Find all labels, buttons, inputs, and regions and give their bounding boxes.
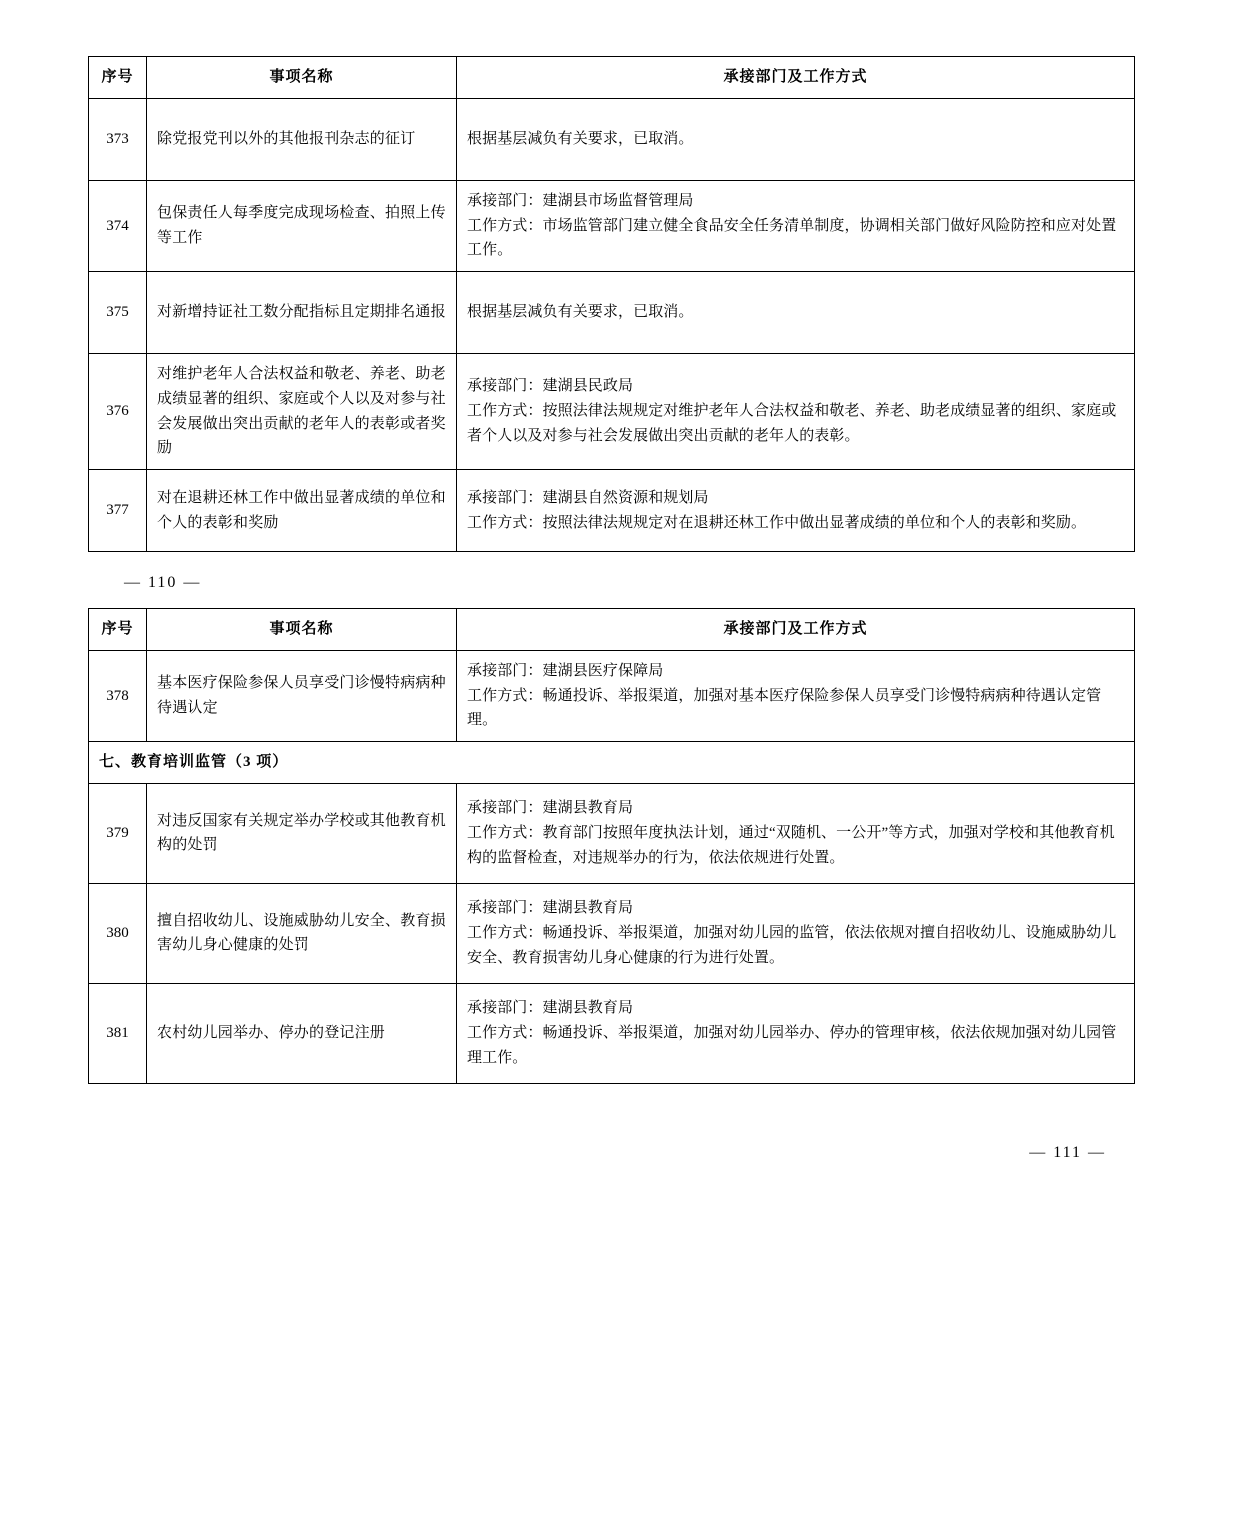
table-row <box>89 650 1135 741</box>
column-header-name: 事项名称 <box>147 609 457 651</box>
table-header-row <box>89 57 1135 99</box>
table-two-header <box>89 609 1135 651</box>
table-row <box>89 98 1135 180</box>
dept-line: 承接部门：建湖县教育局 <box>467 900 634 917</box>
cell-name: 包保责任人每季度完成现场检查、拍照上传等工作 <box>147 180 457 271</box>
dept-line: 根据基层减负有关要求，已取消。 <box>467 130 694 147</box>
dept-line: 工作方式：畅通投诉、举报渠道，加强对基本医疗保险参保人员享受门诊慢特病病种待遇认定管理。 <box>467 687 1102 729</box>
table-one-body <box>89 98 1135 551</box>
cell-name: 对违反国家有关规定举办学校或其他教育机构的处罚 <box>147 783 457 883</box>
dept-line: 工作方式：教育部门按照年度执法计划，通过“双随机、一公开”等方式，加强对学校和其他教育机构的监督检查，对违规举办的行为，依法依规进行处置。 <box>467 824 1115 866</box>
items-table-one <box>88 56 1135 552</box>
cell-seq: 381 <box>89 983 147 1083</box>
dept-line: 承接部门：建湖县市场监督管理局 <box>467 192 694 209</box>
cell-name: 农村幼儿园举办、停办的登记注册 <box>147 983 457 1083</box>
cell-seq: 376 <box>89 354 147 470</box>
dept-line: 承接部门：建湖县自然资源和规划局 <box>467 489 709 506</box>
table-two-body <box>89 650 1135 1083</box>
table-row <box>89 272 1135 354</box>
column-header-seq: 序号 <box>89 609 147 651</box>
cell-seq: 380 <box>89 883 147 983</box>
cell-dept <box>457 180 1135 271</box>
cell-name: 对维护老年人合法权益和敬老、养老、助老成绩显著的组织、家庭或个人以及对参与社会发展做出突出贡献的老年人的表彰或者奖励 <box>147 354 457 470</box>
cell-dept <box>457 354 1135 470</box>
table-row <box>89 470 1135 552</box>
table-row <box>89 783 1135 883</box>
cell-seq: 379 <box>89 783 147 883</box>
column-header-dept: 承接部门及工作方式 <box>457 57 1135 99</box>
cell-seq: 373 <box>89 98 147 180</box>
cell-name: 基本医疗保险参保人员享受门诊慢特病病种待遇认定 <box>147 650 457 741</box>
cell-dept <box>457 783 1135 883</box>
cell-name: 除党报党刊以外的其他报刊杂志的征订 <box>147 98 457 180</box>
section-heading-row <box>89 742 1135 784</box>
table-row <box>89 883 1135 983</box>
cell-name: 擅自招收幼儿、设施威胁幼儿安全、教育损害幼儿身心健康的处罚 <box>147 883 457 983</box>
cell-dept <box>457 98 1135 180</box>
table-row <box>89 983 1135 1083</box>
cell-dept <box>457 650 1135 741</box>
cell-seq: 378 <box>89 650 147 741</box>
cell-name: 对在退耕还林工作中做出显著成绩的单位和个人的表彰和奖励 <box>147 470 457 552</box>
dept-line: 承接部门：建湖县民政局 <box>467 378 634 395</box>
dept-line: 承接部门：建湖县教育局 <box>467 800 634 817</box>
dept-line: 工作方式：按照法律法规规定对在退耕还林工作中做出显著成绩的单位和个人的表彰和奖励。 <box>467 514 1087 531</box>
cell-dept <box>457 272 1135 354</box>
cell-dept <box>457 470 1135 552</box>
table-one-header <box>89 57 1135 99</box>
page-number-top: — 110 — <box>124 574 202 591</box>
dept-line: 承接部门：建湖县医疗保障局 <box>467 662 664 679</box>
column-header-seq: 序号 <box>89 57 147 99</box>
dept-line: 工作方式：市场监管部门建立健全食品安全任务清单制度，协调相关部门做好风险防控和应对处置工作。 <box>467 217 1117 259</box>
dept-line: 根据基层减负有关要求，已取消。 <box>467 304 694 321</box>
items-table-two <box>88 608 1135 1084</box>
column-header-dept: 承接部门及工作方式 <box>457 609 1135 651</box>
table-row <box>89 354 1135 470</box>
cell-seq: 374 <box>89 180 147 271</box>
dept-line: 工作方式：按照法律法规规定对维护老年人合法权益和敬老、养老、助老成绩显著的组织、家庭或者个人以及对参与社会发展做出突出贡献的老年人的表彰。 <box>467 403 1117 444</box>
dept-line: 工作方式：畅通投诉、举报渠道，加强对幼儿园举办、停办的管理审核，依法依规加强对幼儿园管理工作。 <box>467 1024 1117 1066</box>
dept-line: 承接部门：建湖县教育局 <box>467 1000 634 1017</box>
table-row <box>89 180 1135 271</box>
cell-name: 对新增持证社工数分配指标且定期排名通报 <box>147 272 457 354</box>
page-number-bottom: — 111 — <box>1029 1143 1106 1161</box>
cell-seq: 375 <box>89 272 147 354</box>
column-header-name: 事项名称 <box>147 57 457 99</box>
cell-dept <box>457 983 1135 1083</box>
section-heading: 七、教育培训监管（3 项） <box>89 742 1135 784</box>
cell-dept <box>457 883 1135 983</box>
dept-line: 工作方式：畅通投诉、举报渠道，加强对幼儿园的监管，依法依规对擅自招收幼儿、设施威胁幼儿安全、教育损害幼儿身心健康的行为进行处置。 <box>467 924 1117 966</box>
cell-seq: 377 <box>89 470 147 552</box>
table-header-row <box>89 609 1135 651</box>
